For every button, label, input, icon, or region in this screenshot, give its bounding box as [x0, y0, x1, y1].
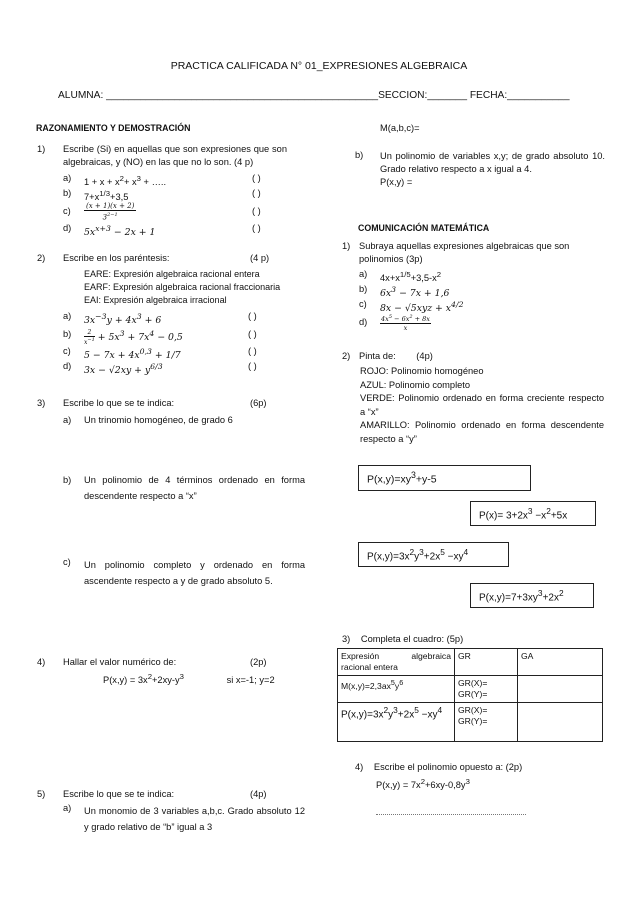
comm-question-3: 3) Completa el cuadro: (5p) — [342, 634, 464, 644]
q1-item-b: b) $7+x^{1/3}+3,5$ ( ) — [63, 188, 261, 203]
table-header-row: Expresión algebraica racional entera GR GA — [338, 649, 603, 676]
question-1-text: Escribe (Si) en aquellas que son expresiones que son algebraicas, y (NO) en las que no lo son. (4 p) — [63, 144, 287, 167]
question-1-items — [63, 171, 313, 239]
c1-item-b: b) $6x^3 - 7x + 1,6$ — [359, 284, 450, 300]
question-1-number: 1) — [37, 144, 46, 154]
question-2-items — [63, 309, 313, 377]
q5-item-b: b) Un polinomio de variables x,y; de grado absoluto 10. Grado relativo respecto a x igual a 4. P(x,y) = — [355, 150, 605, 187]
q2-item-b: b) $\frac{2}{x^{-1}}$ + $5x^3 + 7x^4 - 0,5$ ( ) — [63, 329, 257, 347]
table-row: $M(x,y)=2,3ax^5y^6$ GR(X)= GR(Y)= — [338, 676, 603, 703]
comm-question-4-expression: $P(x,y) = 7x^2+6xy-0,8y^3$ — [376, 777, 470, 791]
question-3-text: Escribe lo que se te indica: — [63, 398, 175, 408]
polynomial-box-3: $P(x,y)=3x^2y^3+2x^5 -xy^4$ — [358, 542, 509, 567]
student-header-line: ALUMNA: ________________________________________________SECCION:_______ FECHA:___________ — [58, 90, 570, 101]
q2-item-d: d) $3x - √2xy + y^{6/3}$ ( ) — [63, 361, 257, 377]
q2-item-c: c) $5 - 7x + 4x^{0,3} + 1/7$ ( ) — [63, 346, 257, 362]
q1-item-d: d) $5x^{x+3} - 2x + 1$ ( ) — [63, 223, 261, 239]
q1-item-c: c) (x + 1)(x + 2) $3^{2-1}$ ( ) — [63, 202, 261, 222]
question-5-text: Escribe lo que se te indica: — [63, 789, 175, 799]
comm-question-1: 1) Subraya aquellas expresiones algebraicas que son polinomios (3p) — [342, 241, 570, 264]
c1-item-d: d) $4x^5 - 6x^2 + 8x$ x — [359, 314, 430, 333]
comm-question-1-items — [359, 267, 599, 334]
q1-item-a: a) $1 + x + x^2+ x^3$ + ….. ( ) — [63, 173, 261, 188]
question-2: 2) Escribe en los paréntesis: (4 p) — [37, 253, 270, 263]
question-1 — [37, 143, 287, 169]
comm-question-2: 2) Pinta de: (4p) — [342, 351, 433, 361]
question-4: 4) Hallar el valor numérico de: (2p) — [37, 657, 267, 667]
section-reasoning: RAZONAMIENTO Y DEMOSTRACIÓN — [36, 123, 191, 133]
question-2-definitions: EARE: Expresión algebraica racional entera EARF: Expresión algebraica racional fraccionaria EAI: Expresión algebraica irracional — [84, 269, 281, 305]
monomial-answer-line: M(a,b,c)= — [380, 123, 420, 133]
q3-item-a: a) Un trinomio homogéneo, de grado 6 — [63, 415, 233, 425]
comm-question-2-legend: ROJO: Polinomio homogéneo AZUL: Polinomio completo VERDE: Polinomio ordenado en forma creciente respecto a “x” AMARILLO: Polinomio ordenado en forma descendente respecto a “y” — [360, 366, 604, 444]
q2-item-a: a) $3x^{-3}y + 4x^3 + 6$ ( ) — [63, 311, 257, 327]
q5-item-a: a) Un monomio de 3 variables a,b,c. Grado absoluto 12 y grado relativo de “b” igual a 3 — [63, 803, 305, 832]
q3-item-b: b) Un polinomio de 4 términos ordenado en forma descendente respecto a “x” — [63, 475, 305, 501]
question-5: 5) Escribe lo que se te indica: (4p) — [37, 789, 267, 799]
q3-item-c: c) Un polinomio completo y ordenado en forma ascendente respecto a y de grado absoluto 5. — [63, 557, 305, 586]
table-row: $P(x,y)=3x^2y^3+2x^5 -xy^4$ GR(X)= GR(Y)= — [338, 703, 603, 742]
question-4-expression: $P(x,y) = 3x^2+2xy-y^3$ si x=-1; y=2 — [103, 672, 275, 686]
section-communication: COMUNICACIÓN MATEMÁTICA — [358, 223, 490, 233]
c1-item-c: c) $8x - √5xyz + x^{4/2}$ — [359, 299, 464, 315]
degree-table — [337, 648, 603, 742]
question-3: 3) Escribe lo que se te indica: (6p) — [37, 398, 267, 408]
polynomial-box-2: $P(x)= 3+2x^3 -x^2+5x$ — [470, 501, 596, 526]
question-2-text: Escribe en los paréntesis: — [63, 253, 170, 263]
comm-question-4: 4) Escribe el polinomio opuesto a: (2p) — [355, 762, 523, 772]
polynomial-box-1: $P(x,y)=xy^3+y-5$ — [358, 465, 531, 491]
question-4-text: Hallar el valor numérico de: — [63, 657, 177, 667]
polynomial-box-4: $P(x,y)=7+3xy^3+2x^2$ — [470, 583, 594, 608]
answer-line[interactable] — [376, 812, 526, 815]
c1-item-a: a) $4x+x^{1/5}+3,5-x^2$ — [359, 269, 442, 284]
page-title: PRACTICA CALIFICADA N° 01_EXPRESIONES ALGEBRAICA — [170, 60, 468, 72]
